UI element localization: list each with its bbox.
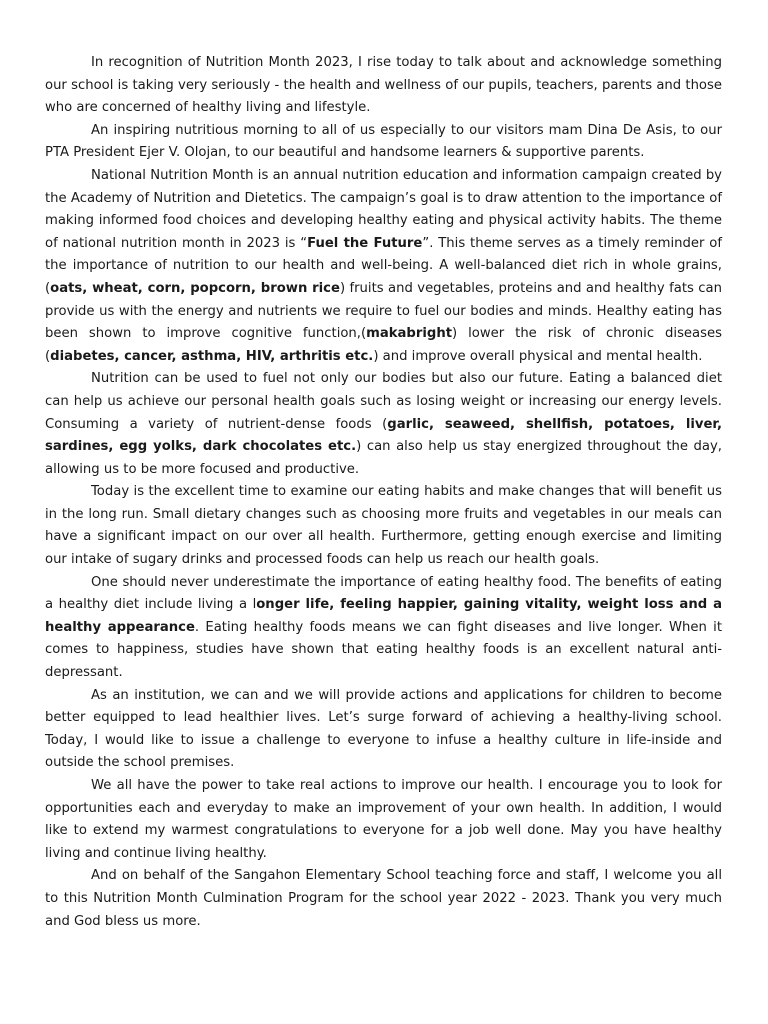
bold-text: oats, wheat, corn, popcorn, brown rice [50,280,340,296]
text-run: ) can also help us stay energized throughout the day, allowing us to be more focused and productive. [45,439,722,477]
bold-text: diabetes, cancer, asthma, HIV, arthritis etc. [50,348,374,364]
text-run: Today is the excellent time to examine our eating habits and make changes that will benefit us in the long run. Small dietary changes such as choosing more fruits and vegetables in our meals can have a significant impact on our over all health. Furthermore, getting enough exercise and limiting our intake of sugary drinks and processed foods can help us reach our health goals. [45,484,722,568]
bold-text: makabright [366,326,453,342]
paragraph [45,685,722,775]
text-run: As an institution, we can and we will provide actions and applications for children to become better equipped to lead healthier lives. Let’s surge forward of achieving a healthy-living school. Today, I would like to issue a challenge to everyone to infuse a healthy culture in life-inside and outside the school premises. [45,687,722,771]
speech-document [45,52,722,933]
text-run: Nutrition can be used to fuel not only our bodies but also our future. Eating a balanced diet can help us achieve our personal health goals such as losing weight or increasing our energy levels. Consuming a variety of nutrient-dense foods ( [45,371,722,432]
bold-text: garlic, seaweed, shellfish, potatoes, liver, sardines, egg yolks, dark chocolates etc. [45,416,722,455]
text-run: ”. This theme serves as a timely reminder of the importance of nutrition to our health and well-being. A well-balanced diet rich in whole grains, ( [45,235,722,296]
text-run: . Eating healthy foods means we can fight diseases and live longer. When it comes to happiness, studies have shown that eating healthy foods is an excellent natural anti-depressant. [45,619,722,681]
paragraph [45,52,722,120]
text-run: One should never underestimate the importance of eating healthy food. The benefits of eating a healthy diet include living a l [45,574,722,613]
text-run: An inspiring nutritious morning to all of us especially to our visitors mam Dina De Asis, to our PTA President Ejer V. Olojan, to our beautiful and handsome learners & supportive parents. [45,122,722,161]
text-run: ) fruits and vegetables, proteins and and healthy fats can provide us with the energy and nutrients we require to fuel our bodies and minds. Healthy eating has been shown to improve cognitive function,( [45,280,722,342]
paragraph [45,165,722,368]
text-run: We all have the power to take real actions to improve our health. I encourage you to look for opportunities each and everyday to make an improvement of your own health. In addition, I would like to extend my warmest congratulations to everyone for a job well done. May you have healthy living and continue living healthy. [45,778,722,861]
bold-text: Fuel the Future [307,235,423,251]
paragraph [45,120,722,165]
text-run: ) and improve overall physical and mental health. [373,348,703,364]
paragraph [45,865,722,933]
text-run: In recognition of Nutrition Month 2023, I rise today to talk about and acknowledge something our school is taking very seriously - the health and wellness of our pupils, teachers, parents and those who are concerned of healthy living and lifestyle. [45,55,722,116]
paragraph [45,368,722,481]
paragraph [45,481,722,571]
text-run: And on behalf of the Sangahon Elementary School teaching force and staff, I welcome you all to this Nutrition Month Culmination Program for the school year 2022 - 2023. Thank you very much and God bless us more. [45,868,722,929]
text-run: ) lower the risk of chronic diseases ( [45,326,722,364]
bold-text: onger life, feeling happier, gaining vitality, weight loss and a healthy appearance [45,597,722,635]
text-run: National Nutrition Month is an annual nutrition education and information campaign created by the Academy of Nutrition and Dietetics. The campaign’s goal is to draw attention to the importance of making informed food choices and developing healthy eating and physical activity habits. The theme of national nutrition month in 2023 is “ [45,167,722,251]
paragraph [45,572,722,685]
paragraph [45,775,722,865]
